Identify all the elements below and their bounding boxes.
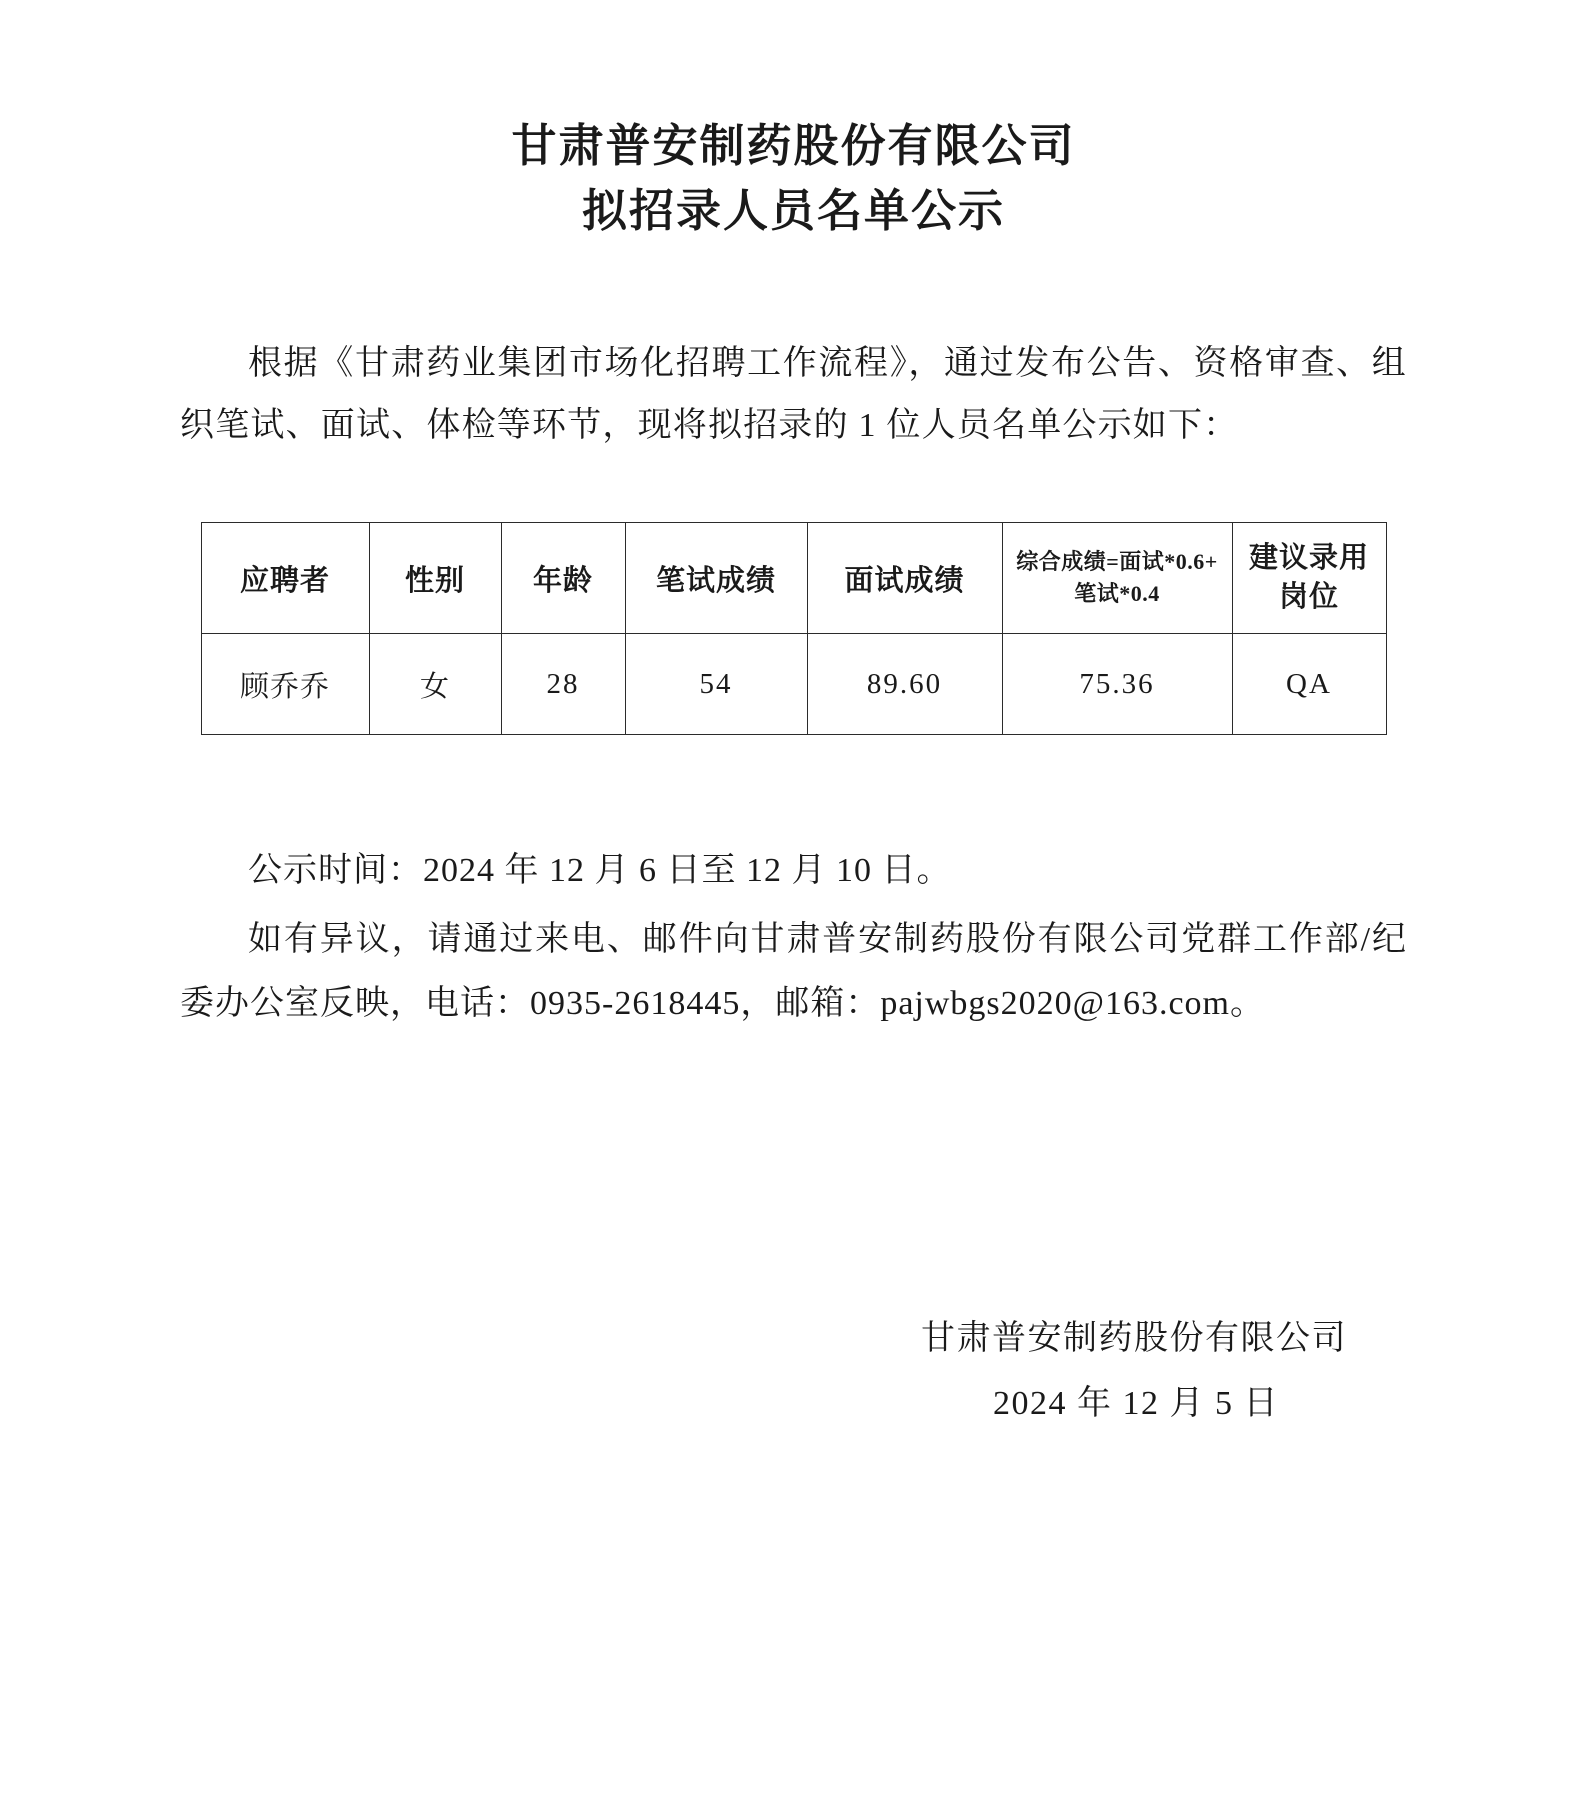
total-score-formula-line-1: 综合成绩=面试*0.6+: [1016, 549, 1218, 575]
signature-block: [180, 1307, 1407, 1436]
roster-table-wrapper: [180, 522, 1407, 735]
page-title: [344, 96, 1244, 245]
roster-table: [201, 522, 1387, 735]
column-header-applicant: 应聘者: [201, 523, 369, 634]
column-header-gender: 性别: [369, 523, 501, 634]
column-header-post: [1232, 523, 1386, 634]
signature-date: 2024 年 12 月 5 日: [993, 1384, 1279, 1422]
post-header-line-2: 岗位: [1278, 581, 1339, 614]
intro-paragraph: 根据《甘肃药业集团市场化招聘工作流程》，通过发布公告、资格审查、组织笔试、面试、体检等环节，现将拟招录的 1 位人员名单公示如下：: [180, 344, 1407, 445]
intro-section: [180, 333, 1407, 459]
post-header-line-1: 建议录用: [1248, 542, 1369, 575]
table-row: [201, 634, 1386, 735]
title-line-1: 甘肃普安制药股份有限公司: [511, 121, 1076, 171]
column-header-total-score: [1002, 523, 1232, 634]
cell-written-score: 54: [625, 634, 807, 735]
publicity-period-text: 公示时间：2024 年 12 月 6 日至 12 月 10 日。: [248, 852, 952, 890]
cell-applicant-name: 顾乔乔: [201, 634, 369, 735]
cell-post: QA: [1232, 634, 1386, 735]
title-line-2: 拟招录人员名单公示: [581, 186, 1005, 237]
total-score-formula-line-2: 笔试*0.4: [1074, 581, 1160, 607]
cell-interview-score: 89.60: [807, 634, 1002, 735]
cell-age: 28: [501, 634, 625, 735]
cell-gender: 女: [369, 634, 501, 735]
column-header-age: 年龄: [501, 523, 625, 634]
cell-total-score: 75.36: [1002, 634, 1232, 735]
signature-company: 甘肃普安制药股份有限公司: [921, 1320, 1347, 1358]
notice-section: [180, 839, 1407, 1037]
table-header-row: [201, 523, 1386, 634]
column-header-interview-score: 面试成绩: [807, 523, 1002, 634]
column-header-written-score: 笔试成绩: [625, 523, 807, 634]
objection-text: 如有异议，请通过来电、邮件向甘肃普安制药股份有限公司党群工作部/纪委办公室反映，电话：0935-2618445，邮箱：pajwbgs2020@163.com。: [180, 920, 1407, 1023]
